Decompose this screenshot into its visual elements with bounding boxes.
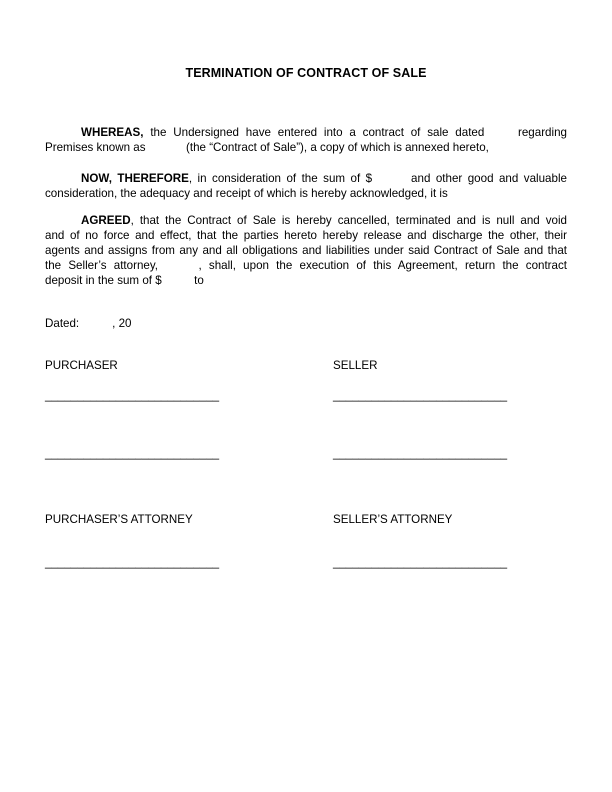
now-therefore-paragraph: [45, 171, 567, 201]
dated-label: Dated:: [45, 317, 80, 330]
now-therefore-line-2-text: consideration, the adequacy and receipt of which is hereby acknowledged, it is: [45, 187, 448, 200]
agreed-line-1-text: , that the Contract of Sale is hereby cancelled, terminated and is null and void: [130, 214, 567, 227]
seller-signature-line-1[interactable]: ___________________________: [333, 389, 508, 402]
purchaser-attorney-signature-line[interactable]: ___________________________: [45, 556, 220, 569]
agreed-line-4-end: , shall, upon the execution of this Agreement, return the contract: [198, 259, 567, 272]
seller-attorney-signature-line[interactable]: ___________________________: [333, 556, 508, 569]
dated-line: [45, 317, 132, 330]
now-therefore-line-1-text: , in consideration of the sum of $: [188, 172, 373, 185]
whereas-lead: WHEREAS,: [81, 126, 144, 139]
purchaser-signature-line-2[interactable]: ___________________________: [45, 447, 220, 460]
agreed-line-1: [45, 213, 567, 228]
agreed-line-3: [45, 243, 567, 258]
now-therefore-line-1-end: and other good and valuable: [411, 172, 567, 185]
purchaser-attorney-label: PURCHASER’S ATTORNEY: [45, 513, 193, 526]
agreed-line-4: [45, 258, 567, 273]
whereas-line-2-end: (the “Contract of Sale”), a copy of which is annexed hereto,: [186, 141, 489, 154]
whereas-line-2-text: Premises known as: [45, 141, 146, 154]
agreed-line-2: [45, 228, 567, 243]
agreed-line-5-end: to: [194, 274, 204, 287]
dated-year-prefix: , 20: [112, 317, 132, 330]
document-title: TERMINATION OF CONTRACT OF SALE: [185, 66, 427, 80]
seller-label: SELLER: [333, 359, 378, 372]
seller-signature-line-2[interactable]: ___________________________: [333, 447, 508, 460]
whereas-line-1-text: the Undersigned have entered into a contract of sale dated: [150, 126, 485, 139]
agreed-line-3-text: agents and assigns from any and all obligations and liabilities under said Contract of Sale and that: [45, 244, 567, 257]
whereas-line-1-end: regarding: [517, 126, 567, 139]
now-therefore-line-1: [45, 171, 567, 186]
purchaser-signature-line-1[interactable]: ___________________________: [45, 389, 220, 402]
whereas-line-2: [45, 140, 567, 155]
whereas-line-1: [45, 125, 567, 140]
agreed-paragraph: [45, 213, 567, 288]
now-therefore-lead: NOW, THEREFORE: [81, 172, 189, 185]
agreed-line-5: [45, 273, 567, 288]
agreed-line-5-text: deposit in the sum of $: [45, 274, 162, 287]
agreed-line-4-text: the Seller’s attorney,: [45, 259, 159, 272]
seller-attorney-label: SELLER’S ATTORNEY: [333, 513, 453, 526]
whereas-paragraph: [45, 125, 567, 155]
agreed-line-2-text: and of no force and effect, that the parties hereto hereby release and discharge the other, their: [45, 229, 567, 242]
now-therefore-line-2: [45, 186, 567, 201]
agreed-lead: AGREED: [81, 214, 131, 227]
purchaser-label: PURCHASER: [45, 359, 118, 372]
